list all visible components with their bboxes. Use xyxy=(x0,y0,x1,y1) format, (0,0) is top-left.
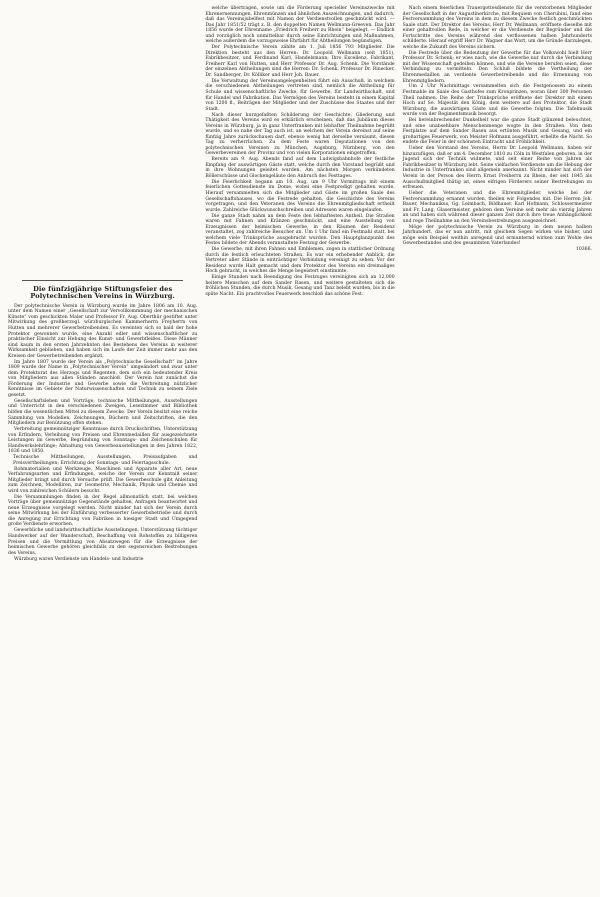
column-2-body xyxy=(205,6,394,298)
paragraph: Im Jahre 1807 wurde der Verein als „Polytechnische Gesellschaft“ im Jahre 1809 wurde der Name in „Polytechnischer Verein“ umgeändert und zwar unter dem Protektorat des Herzogs und Regenten, dem sich ein bedeutender Kreis von Mitgliedern aus allen Ständen anschloß. Der Verein hat zunächst die Förderung der Industrie und Gewerbe sowie die Verbreitung nützlicher Kenntnisse im Gebiete der Naturwissenschaften und Technik zu seinem Ziele gesetzt. xyxy=(8,359,198,398)
paragraph: Die ganze Stadt nahm an dem Feste den lebhaftesten Antheil. Die Straßen waren mit Fahnen und Kränzen geschmückt, und eine Ausstellung von Erzeugnissen der heimischen Gewerbe, in den Räumen der Residenz veranstaltet, zog zahlreiche Besucher an. Um 1 Uhr fand ein Festmahl statt, bei welchem viele Trinksprüche ausgebracht wurden. Den Hauptglanzpunkt des Festes bildete der Abends veranstaltete Festzug der Gewerbe. xyxy=(205,213,395,247)
paragraph: welche übertragen, sowie um die Förderung specieller Vereinszwecke mit Ehrenernennungen, Ehrenmünzen und ähnlichen Auszeichnungen, und dadurch, daß das Vereinsjubelfest mit Namen der Verdienstvollen geschmückt wird. — Das Jahr 1851/52 trägt z. B. den doppelten Namen Wellmann-Greeven. Das Jahr 1856 wurde der Ehrenname „Friedrich Freiherr zu Rhein“ beigelegt. — Endlich und vorzüglich noch unmittelbar durch seine Einrichtungen und Maßnahmen, welche außerdem die vorzugsweise Ehrfahrt für Abtheilungen begünstigen. xyxy=(205,6,395,45)
column-3-body xyxy=(403,6,592,253)
paragraph: Bei hereinbrechender Dunkelheit war die ganze Stadt glänzend beleuchtet, und eine unabsehbare Menschenmenge wogte in den Straßen. Von dem Festplatze auf dem Sander Rasen aus ertönten Musik und Gesang, und ein großartiges Feuerwerk, von Meister Hofmann ausgeführt, erhellte die Nacht. So endete die Feier in der schönsten Eintracht und Fröhlichkeit. xyxy=(402,118,592,146)
paragraph: Ueber die Veteranen und die Ehrenmitglieder, welche bei der Festversammlung ernannt wurden, theilen wir Folgendes mit. Die Herren Joh. Bauer, Mechanikus, Gg. Leimbach, Bildhauer, Karl Hofmann, Schlossermeister und Fr. Lang, Glasermeister, gehören dem Vereine seit mehr als vierzig Jahren an und haben sich während dieser ganzen Zeit durch ihre treue Anhänglichkeit und rege Theilnahme an den Vereinsbestrebungen ausgezeichnet. xyxy=(402,191,592,224)
paragraph: Ueber den Vorstand des Vereins, Herrn Dr. Leopold Wellmann, haben wir hinzuzufügen, daß er am 4. December 1810 zu Cöln in Westfalen geboren, in der Jugend sich der Technik widmete, und seit einer Reihe von Jahren als Fabrikbesitzer in Würzburg lebt. Seine vielfachen Verdienste um die Hebung der Industrie in Unterfranken sind allgemein anerkannt. Nicht minder hat sich der Verein in der Person des Herrn Ernst Freiherrn zu Rhein, der seit 1845 als Ausschußmitglied thätig ist, eines eifrigen Förderers seiner Bestrebungen zu erfreuen. xyxy=(402,146,592,191)
paragraph: Nach dieser kurzgefaßten Schilderung der Geschichte, Gliederung und Thätigkeit des Vereins wird es erklärlich erscheinen, daß das Jubiläum dieses Vereins in Würzburg, ja in ganz Unterfranken mit lebhafter Theilnahme begrüßt wurde, und so nahe der Tag auch ist, an welchem der Verein dereinst auf seine fünfzig Jahre zurückschauen darf, ebenso wenig hat derselbe versäumt, diesen Tag zu verherrlichen. Zu dem Feste waren Deputationen von den polytechnischen Vereinen zu München, Augsburg, Nürnberg, von den Gewerbevereinen der Provinz und von vielen Korporationen eingetroffen. xyxy=(205,112,395,157)
article-divider xyxy=(22,280,183,281)
paragraph: Gewerbliche und landwirthschaftliche Ausstellungen, Unterstützung tüchtiger Handwerker auf der Wanderschaft, Beschaffung von Rohstoffen zu billigeren Preisen und die Vermittlung von Absatzwegen für die Erzeugnisse der heimischen Gewerbe gehören gleichfalls zu den segensreichen Bestrebungen des Vereins. xyxy=(8,528,198,556)
paragraph: Würzburg waren Verdienste um Handels- und Industrie xyxy=(14,556,144,562)
paragraph: Um 2 Uhr Nachmittags versammelten sich die Festgenossen zu einem Festmahle im Saale des Gasthofes zum Kronprinzen, woran über 300 Personen Theil nahmen. Die Reihe der Trinksprüche eröffnete der Direktor mit einem Hoch auf Se. Majestät den König, dem weitere auf den Protektor, die Stadt Würzburg, die auswärtigen Gäste und die Gewerbe folgten. Die Tafelmusik wurde von der Regimentsmusik besorgt. xyxy=(402,84,592,118)
article-title: Die fünfzigjährige Stiftungsfeier des Polytechnischen Vereins in Würzburg. xyxy=(30,285,175,301)
column-1 xyxy=(8,6,197,893)
paragraph: Technische Mittheilungen, Ausstellungen, Preisaufgaben und Preisvertheilungen; Errichtung der Sonntags- und Feiertagsschule. xyxy=(13,455,198,466)
article-columns xyxy=(8,6,592,893)
paragraph: Nach einem feierlichen Trauergottesdienste für die verstorbenen Mitglieder der Gesellschaft in der Augustinerkirche, mit Requiem von Cherubini, fand eine Festversammlung des Vereins in dem zu diesem Zwecke festlich geschmückten Saale statt. Der Direktor des Vereins, Herr Dr. Wellmann, eröffnete dieselbe mit einer gehaltvollen Rede, in welcher er die Verdienste der Begründer und die Fortschritte des Vereins während des verflossenen halben Jahrhunderts schilderte. Hierauf ergriff Herr Dr. Wagner das Wort, um die Gründe darzulegen, welche die Zukunft des Vereins sichern. xyxy=(402,6,592,50)
column-2 xyxy=(205,6,394,893)
previous-article-space xyxy=(8,6,197,278)
paragraph: Der Polytechnische Verein zählte am 1. Juli 1856 793 Mitglieder. Die Direktion besteht aus den Herren: Dr. Leopold Wellmann (seit 1851), Fabrikbesitzer, und Ferdinand Karl, Handelsmann; Ihro Excellenz, Fabrikant, Freiherr Karl von Hutten, und Herr Professor Dr. Aug. Schenk. Die Vorstände der einzelnen Abtheilungen sind die Herren: Dr. Schenk, Professor Dr. Rinecker, Dr. Sandberger, Dr. Kölliker und Herr Joh. Bauer. xyxy=(205,45,395,78)
paragraph: Die Versammlungen finden in der Regel allmonatlich statt, bei welchen Vorträge über gemeinnützige Gegenstände gehalten, Anfragen beantwortet und neue Erzeugnisse vorgelegt werden. Nicht minder hat sich der Verein durch seine Mitwirkung bei der Einführung verbesserter Gewerbsbetriebe und durch die Anregung zur Errichtung von Fabriken in hiesiger Stadt und Umgegend große Verdienste erworben. xyxy=(8,494,198,528)
paragraph: Einige Stunden nach Beendigung des Festzuges vereinigten sich an 12,000 heitere Menschen auf dem Sander Rasen, und weitere gestalteten sich die fröhlichen Stunden, die durch Musik, Gesang und Tanz belebt wurden, bis in die späte Nacht. Ein prachtvolles Feuerwerk beschloß das schöne Fest. xyxy=(205,275,395,298)
paragraph: Die Gewerbe, mit ihren Fahnen und Emblemen, zogen in stattlicher Ordnung durch die festlich erleuchteten Straßen. Es war ein erhebender Anblick, die Vertreter aller Stände in einträchtiger Verbindung vereinigt zu sehen. Vor der Residenz wurde Halt gemacht und dem Protektor des Vereins ein dreimaliges Hoch gebracht, in welches die Menge begeistert einstimmte. xyxy=(205,247,395,275)
article-number: 10366. xyxy=(575,247,592,253)
paragraph: Möge der polytechnische Verein zu Würzburg in dem neuen halben Jahrhundert, das er nun antritt, mit gleichem Segen wirken wie bisher, und möge sein Beispiel weithin anregend und ermunternd wirken zum Wohle des Gewerbestandes und des gesammten Vaterlandes! xyxy=(402,224,592,247)
paragraph: Die Festrede über die Bedeutung der Gewerbe für das Volkswohl hielt Herr Professor Dr. Schenk; er wies nach, wie die Gewerbe nur durch die Verbindung mit der Wissenschaft gedeihen können, und wie die Vereine berufen seien, diese Verbindung zu vermitteln. Den Schluß bildete die Vertheilung der Ehrenmedaillen an verdiente Gewerbetreibende und die Ernennung von Ehrenmitgliedern. xyxy=(402,50,592,84)
column-3 xyxy=(403,6,592,893)
paragraph: Bereits am 9. Aug. Abends fand auf dem Ludwigsbahnhofe der festliche Empfang der auswärtigen Gäste statt, welche durch den Vorstand begrüßt und in ihre Wohnungen geleitet wurden. Am nächsten Morgen verkündeten Böllerschüsse und Glockengeläute den Anbruch des Festtages. xyxy=(205,157,395,179)
paragraph: Der polytechnische Verein in Würzburg wurde im Jahre 1806 am 10. Aug. unter dem Namen einer „Gesellschaft zur Vervollkommnung der mechanischen Künste“ vom geschickten Maler und Professor Fr. Aug. Oberthür gestiftet unter Mitwirkung des großherzogl. würzburgischen Kammerherrn Freyherrn von Hutten und mehrerer Gewerbetreibenden. Es vereinten sich so bald der hohe Protektor gewonnen wurde, eine Anzahl edler und wissenschaftlicher zu praktischer Einsicht zur Hebung des Kunst- und Gewerbfleißes. Diese Männer sind kaum in den ersten Jahrzehnten des Bestehens des Vereins in weiterer Wirksamkeit geblieben, und haben sich im Laufe der Zeit immer mehr aus den Kreisen der Gewerbetreibenden ergänzt. xyxy=(8,303,198,359)
paragraph: Die Verwaltung der Vereinsangelegenheiten führt ein Ausschuß, in welchem die verschiedenen Abtheilungen vertreten sind, nemlich die Abtheilung für Schule und wissenschaftliche Zwecke, für Gewerbe, für Landwirthschaft, und für Handel und Fabrikation. Das Vermögen des Vereins besteht in einem Kapital von 1200 fl., Beiträgen der Mitglieder und der Zuschüsse des Staates und der Stadt. xyxy=(205,78,395,112)
paragraph: Verbreitung gemeinnütziger Kenntnisse durch Druckschriften, Unterstützung von Erfindern, Verleihung von Preisen und Ehrenmedaillen für ausgezeichnete Leistungen im Gewerbe, Begründung von Sonntags- und Zeichenschulen für Handwerkslehrlinge; Abhaltung von Gewerbeausstellungen in den Jahren 1822, 1836 und 1850. xyxy=(8,427,198,455)
paragraph: Rohmaterialien und Werkzeuge, Maschinen und Apparate aller Art, neue Verfahrungsarten und Erfindungen, welche der Verein zur Kenntniß seiner Mitglieder bringt und durch Versuche prüft. Die Gewerbeschule gibt Anleitung zum Zeichnen, Modelliren, zur Geometrie, Mechanik, Physik und Chemie und wird von zahlreichen Schülern besucht. xyxy=(8,466,198,494)
paragraph: Gesellschaftsleben und Vorträge, technische Mittheilungen, Ausstellungen und Unterricht in den verschiedenen Zweigen, Lesezimmer und Bibliothek bilden die wesentlichen Mittel zu diesem Zwecke. Der Verein besitzt eine reiche Sammlung von Modellen, Zeichnungen, Büchern und Zeitschriften, die den Mitgliedern zur Benützung offen stehen. xyxy=(8,398,198,427)
paragraph: Die Feierlichkeit begann am 10. Aug. um 9 Uhr Vormittags mit einem feierlichen Gottesdienste im Dome, wobei eine Festpredigt gehalten wurde. Hierauf versammelten sich die Mitglieder und Gäste im großen Saale des Gesellschaftshauses, wo die Festrede gehalten, die Geschichte des Vereins vorgetragen, und den Veteranen des Vereins die Ehrenmitgliedschaft ertheilt wurde. Zahlreiche Glückwunschschreiben und Adressen waren eingelaufen. xyxy=(205,179,395,213)
column-1-body xyxy=(8,304,197,562)
